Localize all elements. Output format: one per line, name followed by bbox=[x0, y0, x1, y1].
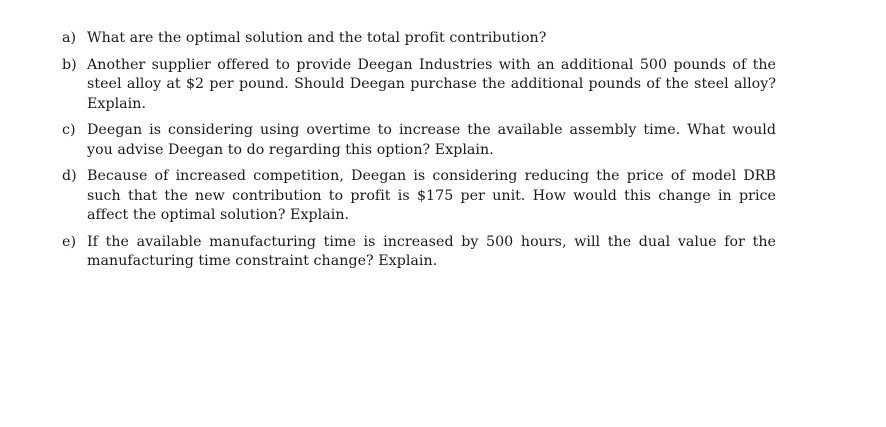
question-text: What are the optimal solution and the total profit contribution? bbox=[87, 30, 547, 46]
question-text: Deegan is considering using overtime to increase the available assembly time. What would you advise Deegan to do regarding this option? Explain. bbox=[87, 122, 776, 158]
question-marker: b) bbox=[62, 56, 77, 73]
question-marker: c) bbox=[62, 122, 76, 138]
question-list bbox=[62, 29, 776, 279]
question-text: If the available manufacturing time is increased by 500 hours, will the dual value for the manufacturing time constraint change? Explain. bbox=[87, 233, 776, 269]
question-marker: a) bbox=[62, 30, 77, 46]
question-text: Another supplier offered to provide Deegan Industries with an additional 500 pounds of the steel alloy at $2 per pound. Should Deegan purchase the additional pounds of the steel alloy? Explain. bbox=[87, 56, 776, 112]
question-b bbox=[62, 56, 776, 115]
question-d bbox=[62, 167, 776, 226]
question-c bbox=[62, 121, 776, 160]
question-text: Because of increased competition, Deegan is considering reducing the price of model DRB such that the new contribution to profit is $175 per unit. How would this change in price affect the optimal solution? Explain. bbox=[87, 168, 776, 223]
question-marker: e) bbox=[62, 233, 77, 250]
question-a bbox=[62, 29, 776, 49]
question-e bbox=[62, 233, 776, 272]
question-marker: d) bbox=[62, 168, 77, 184]
